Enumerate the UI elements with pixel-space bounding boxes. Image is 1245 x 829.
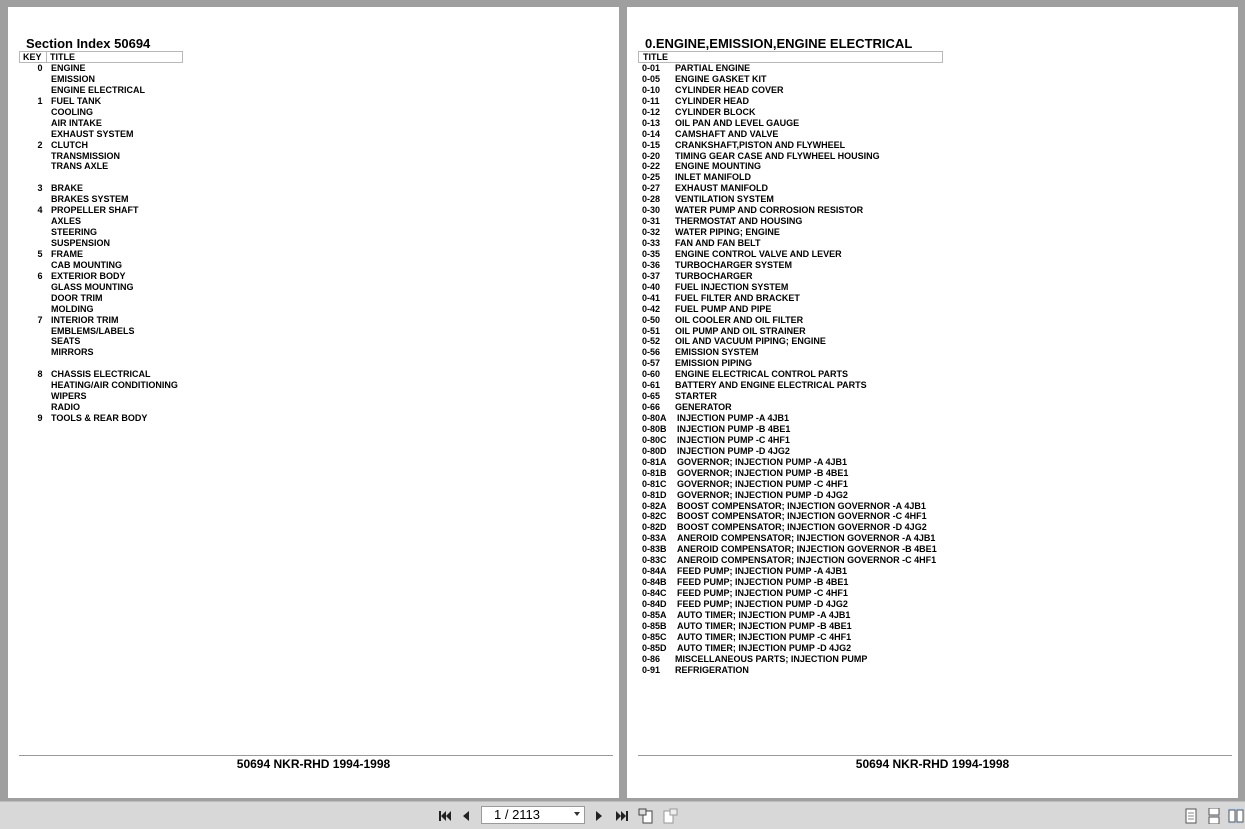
parts-code: 0-86 [642, 653, 661, 664]
parts-code: 0-80D [642, 445, 667, 456]
parts-title-link[interactable]: GOVERNOR; INJECTION PUMP -A 4JB1 [677, 456, 848, 467]
index-title-link[interactable]: FRAME [51, 248, 83, 259]
title-column-header: TITLE [50, 52, 75, 62]
index-title-link[interactable]: GLASS MOUNTING [51, 281, 134, 292]
parts-code: 0-91 [642, 664, 661, 675]
index-title-link[interactable]: DOOR TRIM [51, 292, 103, 303]
parts-code: 0-82A [642, 500, 667, 511]
header-divider [46, 52, 47, 62]
index-title-link[interactable]: COOLING [51, 106, 93, 117]
parts-title-link[interactable]: FEED PUMP; INJECTION PUMP -B 4BE1 [677, 577, 849, 588]
parts-title-link[interactable]: ENGINE CONTROL VALVE AND LEVER [675, 248, 842, 259]
parts-code: 0-82C [642, 511, 667, 522]
prev-page-icon[interactable] [458, 808, 474, 824]
parts-code: 0-40 [642, 281, 661, 292]
parts-title-link[interactable]: GOVERNOR; INJECTION PUMP -D 4JG2 [677, 489, 848, 500]
page-number-input[interactable] [481, 806, 585, 824]
parts-code: 0-61 [642, 380, 661, 391]
index-key: 4 [37, 205, 43, 216]
parts-code: 0-50 [642, 314, 661, 325]
parts-title-link[interactable]: FUEL INJECTION SYSTEM [675, 281, 789, 292]
parts-title-link[interactable]: AUTO TIMER; INJECTION PUMP -A 4JB1 [677, 609, 851, 620]
parts-code: 0-30 [642, 205, 661, 216]
parts-code: 0-81D [642, 489, 667, 500]
index-key: 2 [37, 139, 43, 150]
footer-rule [19, 755, 613, 756]
parts-title-link[interactable]: CYLINDER HEAD COVER [675, 84, 784, 95]
parts-code: 0-65 [642, 391, 661, 402]
parts-title-link[interactable]: ENGINE GASKET KIT [675, 73, 767, 84]
parts-code: 0-66 [642, 402, 661, 413]
parts-code: 0-27 [642, 183, 661, 194]
parts-code: 0-37 [642, 270, 661, 281]
parts-title-link[interactable]: WATER PIPING; ENGINE [675, 227, 780, 238]
index-title-link[interactable]: CLUTCH [51, 139, 88, 150]
index-title-link[interactable]: AIR INTAKE [51, 117, 102, 128]
chevron-down-icon[interactable] [574, 812, 580, 816]
left-document-page [8, 7, 619, 798]
page-footer: 50694 NKR-RHD 1994-1998 [855, 757, 1010, 771]
index-title-link[interactable]: INTERIOR TRIM [51, 314, 119, 325]
parts-code: 0-85D [642, 642, 667, 653]
parts-title-link[interactable]: AUTO TIMER; INJECTION PUMP -B 4BE1 [677, 620, 852, 631]
parts-table-header [638, 51, 943, 63]
parts-title-link[interactable]: ANEROID COMPENSATOR; INJECTION GOVERNOR -C 4HF1 [677, 555, 937, 566]
parts-title-link[interactable]: AUTO TIMER; INJECTION PUMP -C 4HF1 [677, 631, 852, 642]
parts-title-link[interactable]: AUTO TIMER; INJECTION PUMP -D 4JG2 [677, 642, 852, 653]
parts-title-link[interactable]: GOVERNOR; INJECTION PUMP -B 4BE1 [677, 467, 849, 478]
parts-code: 0-31 [642, 216, 661, 227]
parts-title-link[interactable]: FUEL PUMP AND PIPE [675, 303, 772, 314]
parts-code: 0-57 [642, 358, 661, 369]
index-title-link[interactable]: PROPELLER SHAFT [51, 205, 139, 216]
single-page-view-icon[interactable] [1183, 808, 1199, 824]
index-key: 5 [37, 248, 43, 259]
index-title-link[interactable]: ENGINE ELECTRICAL [51, 84, 146, 95]
parts-code: 0-81B [642, 467, 667, 478]
parts-code: 0-10 [642, 84, 661, 95]
index-key: 1 [37, 95, 43, 106]
parts-code: 0-84B [642, 577, 667, 588]
index-title-link[interactable]: MIRRORS [51, 347, 94, 358]
parts-code: 0-52 [642, 336, 661, 347]
parts-code: 0-83C [642, 555, 667, 566]
parts-code: 0-35 [642, 248, 661, 259]
parts-code: 0-36 [642, 259, 661, 270]
parts-title-link[interactable]: OIL COOLER AND OIL FILTER [675, 314, 804, 325]
index-key: 0 [37, 63, 43, 73]
parts-code: 0-56 [642, 347, 661, 358]
parts-title-link[interactable]: REFRIGERATION [675, 664, 749, 675]
parts-title-link[interactable]: CYLINDER BLOCK [675, 106, 756, 117]
parts-code: 0-11 [642, 95, 660, 106]
parts-code: 0-33 [642, 238, 661, 248]
parts-title-link[interactable]: INLET MANIFOLD [675, 172, 751, 183]
right-document-page [627, 7, 1238, 798]
index-title-link[interactable]: CHASSIS ELECTRICAL [51, 369, 151, 380]
parts-code: 0-80C [642, 434, 667, 445]
index-key: 8 [37, 369, 43, 380]
parts-title-link[interactable]: BOOST COMPENSATOR; INJECTION GOVERNOR -D 4JG2 [677, 522, 927, 533]
parts-code: 0-32 [642, 227, 661, 238]
index-table-header [19, 51, 183, 63]
parts-code: 0-25 [642, 172, 661, 183]
parts-title-link[interactable]: ANEROID COMPENSATOR; INJECTION GOVERNOR -B 4BE1 [677, 544, 937, 555]
parts-title-link[interactable]: BOOST COMPENSATOR; INJECTION GOVERNOR -A 4JB1 [677, 500, 926, 511]
parts-title-link[interactable]: FEED PUMP; INJECTION PUMP -D 4JG2 [677, 598, 848, 609]
key-column-header: KEY [23, 52, 42, 62]
parts-code: 0-81A [642, 456, 667, 467]
index-title-link[interactable]: BRAKES SYSTEM [51, 194, 129, 205]
parts-code: 0-85A [642, 609, 667, 620]
parts-code: 0-01 [642, 63, 661, 73]
parts-title-link[interactable]: GENERATOR [675, 402, 732, 413]
index-key: 9 [37, 413, 43, 423]
next-page-icon[interactable] [591, 808, 607, 824]
parts-code: 0-20 [642, 150, 661, 161]
parts-title-link[interactable]: VENTILATION SYSTEM [675, 194, 774, 205]
index-title-link[interactable]: WIPERS [51, 391, 87, 402]
parts-code: 0-15 [642, 139, 661, 150]
parts-title-link[interactable]: WATER PUMP AND CORROSION RESISTOR [675, 205, 864, 216]
page-footer: 50694 NKR-RHD 1994-1998 [236, 757, 391, 771]
index-title-link[interactable]: FUEL TANK [51, 95, 102, 106]
index-title-link[interactable]: CAB MOUNTING [51, 259, 122, 270]
parts-title-link[interactable]: BATTERY AND ENGINE ELECTRICAL PARTS [675, 380, 867, 391]
index-title-link[interactable]: AXLES [51, 216, 82, 227]
parts-title-link[interactable]: GOVERNOR; INJECTION PUMP -C 4HF1 [677, 478, 848, 489]
parts-title-link[interactable]: TURBOCHARGER SYSTEM [675, 259, 793, 270]
parts-title-link[interactable]: TIMING GEAR CASE AND FLYWHEEL HOUSING [675, 150, 880, 161]
section-title: 0.ENGINE,EMISSION,ENGINE ELECTRICAL [645, 36, 913, 51]
parts-code: 0-84A [642, 566, 667, 577]
index-title-link[interactable]: RADIO [51, 402, 80, 413]
index-key: 7 [37, 314, 43, 325]
parts-title-link[interactable]: EMISSION SYSTEM [675, 347, 759, 358]
parts-code: 0-60 [642, 369, 661, 380]
index-key: 6 [37, 270, 43, 281]
parts-code: 0-22 [642, 161, 661, 172]
parts-title-link[interactable]: FUEL FILTER AND BRACKET [675, 292, 800, 303]
parts-title-link[interactable]: STARTER [675, 391, 717, 402]
index-title-link[interactable]: ENGINE [51, 63, 86, 73]
index-title-link[interactable]: TOOLS & REAR BODY [51, 413, 148, 423]
index-title-link[interactable]: TRANSMISSION [51, 150, 121, 161]
parts-code: 0-42 [642, 303, 661, 314]
parts-code: 0-85B [642, 620, 667, 631]
parts-title-link[interactable]: CAMSHAFT AND VALVE [675, 128, 779, 139]
footer-rule [638, 755, 1232, 756]
parts-code: 0-12 [642, 106, 661, 117]
title-column-header: TITLE [643, 52, 668, 62]
parts-title-link[interactable]: OIL AND VACUUM PIPING; ENGINE [675, 336, 826, 347]
index-title-link[interactable]: TRANS AXLE [51, 161, 109, 172]
parts-title-link[interactable]: PARTIAL ENGINE [675, 63, 751, 73]
index-title-link[interactable]: EXTERIOR BODY [51, 270, 126, 281]
index-title-link[interactable]: SUSPENSION [51, 238, 111, 248]
parts-code: 0-80A [642, 413, 667, 423]
parts-code: 0-83B [642, 544, 667, 555]
parts-code: 0-51 [642, 325, 661, 336]
index-title-link[interactable]: MOLDING [51, 303, 94, 314]
section-index-title: Section Index 50694 [26, 36, 151, 51]
parts-code: 0-05 [642, 73, 661, 84]
parts-title-link[interactable]: OIL PUMP AND OIL STRAINER [675, 325, 806, 336]
viewer-toolbar [0, 801, 1245, 829]
parts-title-link[interactable]: ENGINE ELECTRICAL CONTROL PARTS [675, 369, 849, 380]
parts-code: 0-28 [642, 194, 661, 205]
page-indicator: 1 / 2113 [494, 807, 541, 822]
parts-title-link[interactable]: TURBOCHARGER [675, 270, 753, 281]
first-page-icon[interactable] [437, 808, 453, 824]
parts-title-link[interactable]: MISCELLANEOUS PARTS; INJECTION PUMP [675, 653, 868, 664]
two-page-view-icon[interactable] [1228, 808, 1244, 824]
index-title-link[interactable]: SEATS [51, 336, 81, 347]
parts-title-link[interactable]: BOOST COMPENSATOR; INJECTION GOVERNOR -C 4HF1 [677, 511, 927, 522]
parts-code: 0-80B [642, 423, 667, 434]
parts-code: 0-85C [642, 631, 667, 642]
index-title-link[interactable]: EXHAUST SYSTEM [51, 128, 134, 139]
parts-code: 0-84D [642, 598, 667, 609]
rotate-icon[interactable] [638, 808, 654, 824]
rotate-alt-icon[interactable] [662, 808, 678, 824]
parts-code: 0-81C [642, 478, 667, 489]
parts-title-link[interactable]: CYLINDER HEAD [675, 95, 750, 106]
parts-title-link[interactable]: CRANKSHAFT,PISTON AND FLYWHEEL [675, 139, 846, 150]
parts-title-link[interactable]: OIL PAN AND LEVEL GAUGE [675, 117, 800, 128]
parts-title-link[interactable]: INJECTION PUMP -D 4JG2 [677, 445, 790, 456]
parts-title-link[interactable]: ANEROID COMPENSATOR; INJECTION GOVERNOR -A 4JB1 [677, 533, 936, 544]
index-key: 3 [37, 183, 43, 194]
parts-title-link[interactable]: FEED PUMP; INJECTION PUMP -A 4JB1 [677, 566, 848, 577]
parts-code: 0-13 [642, 117, 661, 128]
last-page-icon[interactable] [614, 808, 630, 824]
index-title-link[interactable]: EMBLEMS/LABELS [51, 325, 135, 336]
parts-title-link[interactable]: INJECTION PUMP -B 4BE1 [677, 423, 791, 434]
parts-title-link[interactable]: FEED PUMP; INJECTION PUMP -C 4HF1 [677, 588, 848, 598]
parts-title-link[interactable]: EMISSION PIPING [675, 358, 753, 369]
parts-code: 0-41 [642, 292, 661, 303]
parts-title-link[interactable]: FAN AND FAN BELT [675, 238, 761, 248]
index-title-link[interactable]: BRAKE [51, 183, 84, 194]
parts-title-link[interactable]: ENGINE MOUNTING [675, 161, 762, 172]
continuous-view-icon[interactable] [1206, 808, 1222, 824]
parts-code: 0-84C [642, 588, 667, 598]
parts-title-link[interactable]: INJECTION PUMP -A 4JB1 [677, 413, 790, 423]
parts-code: 0-14 [642, 128, 661, 139]
parts-code: 0-82D [642, 522, 667, 533]
index-title-link[interactable]: STEERING [51, 227, 98, 238]
index-title-link[interactable]: EMISSION [51, 73, 96, 84]
parts-title-link[interactable]: EXHAUST MANIFOLD [675, 183, 768, 194]
parts-code: 0-83A [642, 533, 667, 544]
parts-title-link[interactable]: THERMOSTAT AND HOUSING [675, 216, 803, 227]
parts-title-link[interactable]: INJECTION PUMP -C 4HF1 [677, 434, 790, 445]
index-title-link[interactable]: HEATING/AIR CONDITIONING [51, 380, 178, 391]
